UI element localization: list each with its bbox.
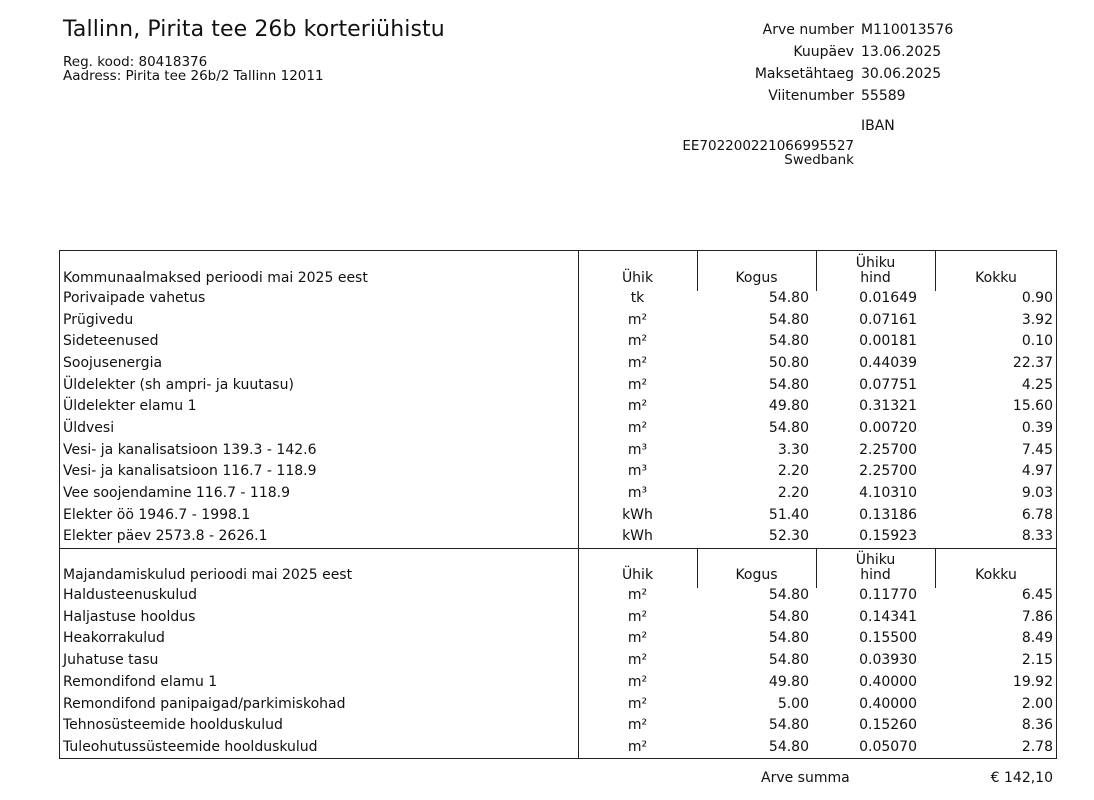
- table-row: [59, 526, 1057, 548]
- item-unit-price: 2.25700: [859, 463, 917, 480]
- table-row: [59, 671, 1057, 693]
- column-header-total: Kokku: [975, 270, 1017, 286]
- header-divider: [816, 250, 817, 291]
- item-total: 9.03: [1021, 485, 1053, 502]
- item-total: 6.45: [1021, 587, 1053, 604]
- item-unit: m³: [627, 463, 648, 480]
- item-total: 2.00: [1021, 695, 1053, 712]
- item-total: 2.78: [1021, 738, 1053, 755]
- item-quantity: 54.80: [768, 738, 809, 755]
- item-quantity: 54.80: [768, 289, 809, 306]
- item-unit-price: 0.40000: [859, 673, 917, 690]
- table-left-border: [59, 250, 60, 759]
- item-quantity: 54.80: [768, 376, 809, 393]
- item-unit-price: 0.05070: [859, 738, 917, 755]
- item-unit: m²: [627, 419, 648, 436]
- item-unit: m²: [627, 398, 648, 415]
- item-name: Tehnosüsteemide hoolduskulud: [63, 717, 283, 734]
- table-row: [59, 461, 1057, 483]
- item-unit: tk: [630, 289, 645, 306]
- item-name: Prügivedu: [63, 311, 134, 328]
- section-header-row: [59, 250, 1057, 287]
- item-unit-price: 0.11770: [859, 587, 917, 604]
- item-total: 0.90: [1021, 289, 1053, 306]
- table-row: [59, 309, 1057, 331]
- item-unit: m²: [627, 695, 648, 712]
- invoice-number-label: Arve number: [762, 22, 854, 38]
- column-header-qty: Kogus: [735, 567, 778, 584]
- table-row: [59, 693, 1057, 715]
- item-name: Vesi- ja kanalisatsioon 116.7 - 118.9: [63, 463, 317, 480]
- item-name: Vesi- ja kanalisatsioon 139.3 - 142.6: [63, 441, 317, 458]
- item-quantity: 54.80: [768, 419, 809, 436]
- item-name: Juhatuse tasu: [63, 652, 159, 669]
- section-title: Kommunaalmaksed perioodi mai 2025 eest: [63, 270, 368, 286]
- column-header-unit: Ühik: [621, 567, 654, 584]
- item-unit: m²: [627, 630, 648, 647]
- item-quantity: 51.40: [768, 506, 809, 523]
- item-unit-price: 0.44039: [859, 354, 917, 371]
- invoice-total-label: Arve summa: [761, 770, 850, 786]
- column-header-qty: Kogus: [735, 270, 778, 286]
- item-total: 0.10: [1021, 333, 1053, 350]
- item-unit: m²: [627, 587, 648, 604]
- item-unit: m²: [627, 333, 648, 350]
- table-row: [59, 482, 1057, 504]
- item-name: Üldelekter (sh ampri- ja kuutasu): [63, 376, 294, 393]
- table-row: [59, 584, 1057, 606]
- column-header-total: Kokku: [975, 567, 1017, 584]
- item-quantity: 2.20: [777, 463, 809, 480]
- item-unit: m²: [627, 673, 648, 690]
- item-name: Tuleohutussüsteemide hoolduskulud: [63, 738, 318, 755]
- reference-number-label: Viitenumber: [768, 88, 854, 104]
- item-unit-price: 2.25700: [859, 441, 917, 458]
- item-quantity: 54.80: [768, 652, 809, 669]
- item-name: Haljastuse hooldus: [63, 608, 196, 625]
- item-unit: m²: [627, 311, 648, 328]
- column-header-unit-price: [816, 250, 935, 287]
- table-row: [59, 439, 1057, 461]
- item-total: 8.49: [1021, 630, 1053, 647]
- header-divider: [697, 548, 698, 588]
- table-row: [59, 395, 1057, 417]
- item-unit-price: 0.07161: [859, 311, 917, 328]
- item-unit: m²: [627, 376, 648, 393]
- item-name: Remondifond panipaigad/parkimiskohad: [63, 695, 346, 712]
- column-divider: [578, 250, 579, 759]
- item-quantity: 3.30: [777, 441, 809, 458]
- iban-label: IBAN: [861, 118, 895, 134]
- table-row: [59, 417, 1057, 439]
- section-header-row: [59, 547, 1057, 584]
- item-quantity: 49.80: [768, 673, 809, 690]
- table-bottom-border: [59, 758, 1057, 759]
- item-unit: m³: [627, 485, 648, 502]
- item-quantity: 54.80: [768, 311, 809, 328]
- item-unit: m²: [627, 354, 648, 371]
- item-name: Elekter öö 1946.7 - 1998.1: [63, 506, 251, 523]
- item-unit-price: 0.15923: [859, 528, 917, 545]
- association-name: Tallinn, Pirita tee 26b korteriühistu: [63, 17, 445, 42]
- item-quantity: 54.80: [768, 717, 809, 734]
- invoice-total-value: € 142,10: [990, 770, 1053, 786]
- table-row: [59, 736, 1057, 758]
- invoice-date-label: Kuupäev: [793, 44, 854, 60]
- item-quantity: 54.80: [768, 587, 809, 604]
- item-name: Haldusteenuskulud: [63, 587, 198, 604]
- table-row: [59, 649, 1057, 671]
- table-right-border: [1056, 250, 1057, 759]
- item-name: Porivaipade vahetus: [63, 289, 206, 306]
- item-quantity: 54.80: [768, 630, 809, 647]
- header-divider: [935, 250, 936, 291]
- registry-code: Reg. kood: 80418376: [63, 54, 208, 70]
- item-unit-price: 0.31321: [859, 398, 917, 415]
- item-unit-price: 0.14341: [859, 608, 917, 625]
- table-row: [59, 628, 1057, 650]
- item-total: 7.45: [1021, 441, 1053, 458]
- due-date: 30.06.2025: [861, 66, 942, 82]
- item-total: 2.15: [1021, 652, 1053, 669]
- unit-price-header-line1: Ühiku: [855, 552, 896, 569]
- item-unit: m³: [627, 441, 648, 458]
- item-unit-price: 0.01649: [859, 289, 917, 306]
- iban-number: EE702200221066995527: [682, 138, 854, 154]
- table-row: [59, 714, 1057, 736]
- item-unit: m²: [627, 652, 648, 669]
- item-total: 8.33: [1021, 528, 1053, 545]
- item-name: Üldelekter elamu 1: [63, 398, 197, 415]
- table-row: [59, 504, 1057, 526]
- item-total: 3.92: [1021, 311, 1053, 328]
- table-row: [59, 287, 1057, 309]
- header-divider: [697, 250, 698, 291]
- reference-number: 55589: [861, 88, 906, 104]
- item-quantity: 50.80: [768, 354, 809, 371]
- table-row: [59, 330, 1057, 352]
- column-header-unit: Ühik: [621, 270, 654, 286]
- header-divider: [935, 548, 936, 588]
- item-total: 8.36: [1021, 717, 1053, 734]
- due-date-label: Maksetähtaeg: [754, 66, 854, 82]
- item-total: 7.86: [1021, 608, 1053, 625]
- item-name: Heakorrakulud: [63, 630, 165, 647]
- item-quantity: 54.80: [768, 608, 809, 625]
- table-row: [59, 352, 1057, 374]
- item-unit: m²: [627, 738, 648, 755]
- item-total: 6.78: [1021, 506, 1053, 523]
- item-total: 15.60: [1012, 398, 1053, 415]
- item-unit-price: 0.00181: [859, 333, 917, 350]
- item-total: 4.97: [1021, 463, 1053, 480]
- item-total: 4.25: [1021, 376, 1053, 393]
- item-total: 0.39: [1021, 419, 1053, 436]
- item-unit: m²: [627, 608, 648, 625]
- unit-price-header-line1: Ühiku: [855, 255, 896, 271]
- item-unit: kWh: [622, 506, 653, 523]
- item-name: Remondifond elamu 1: [63, 673, 218, 690]
- item-quantity: 52.30: [768, 528, 809, 545]
- item-name: Sideteenused: [63, 333, 159, 350]
- invoice-date: 13.06.2025: [861, 44, 942, 60]
- item-unit-price: 0.13186: [859, 506, 917, 523]
- item-unit: kWh: [622, 528, 653, 545]
- item-unit-price: 0.15260: [859, 717, 917, 734]
- unit-price-header-line2: hind: [860, 567, 891, 584]
- item-name: Vee soojendamine 116.7 - 118.9: [63, 485, 291, 502]
- item-unit-price: 4.10310: [859, 485, 917, 502]
- item-unit-price: 0.07751: [859, 376, 917, 393]
- invoice-number: M110013576: [861, 22, 954, 38]
- table-top-border: [59, 250, 1057, 251]
- item-unit-price: 0.40000: [859, 695, 917, 712]
- item-quantity: 2.20: [777, 485, 809, 502]
- invoice-lines-table: [59, 250, 1057, 758]
- item-total: 19.92: [1012, 673, 1053, 690]
- item-quantity: 5.00: [777, 695, 809, 712]
- address: Aadress: Pirita tee 26b/2 Tallinn 12011: [63, 68, 324, 84]
- item-unit: m²: [627, 717, 648, 734]
- item-name: Üldvesi: [63, 419, 115, 436]
- table-row: [59, 374, 1057, 396]
- item-unit-price: 0.03930: [859, 652, 917, 669]
- section-divider: [59, 548, 1057, 549]
- header-divider: [816, 548, 817, 588]
- item-name: Elekter päev 2573.8 - 2626.1: [63, 528, 268, 545]
- item-name: Soojusenergia: [63, 354, 163, 371]
- section-title: Majandamiskulud perioodi mai 2025 eest: [63, 567, 353, 584]
- unit-price-header-line2: hind: [860, 270, 891, 286]
- bank-name: Swedbank: [784, 152, 854, 168]
- item-unit-price: 0.15500: [859, 630, 917, 647]
- item-quantity: 49.80: [768, 398, 809, 415]
- item-quantity: 54.80: [768, 333, 809, 350]
- item-unit-price: 0.00720: [859, 419, 917, 436]
- column-header-unit-price: [816, 547, 935, 584]
- table-row: [59, 606, 1057, 628]
- item-total: 22.37: [1012, 354, 1053, 371]
